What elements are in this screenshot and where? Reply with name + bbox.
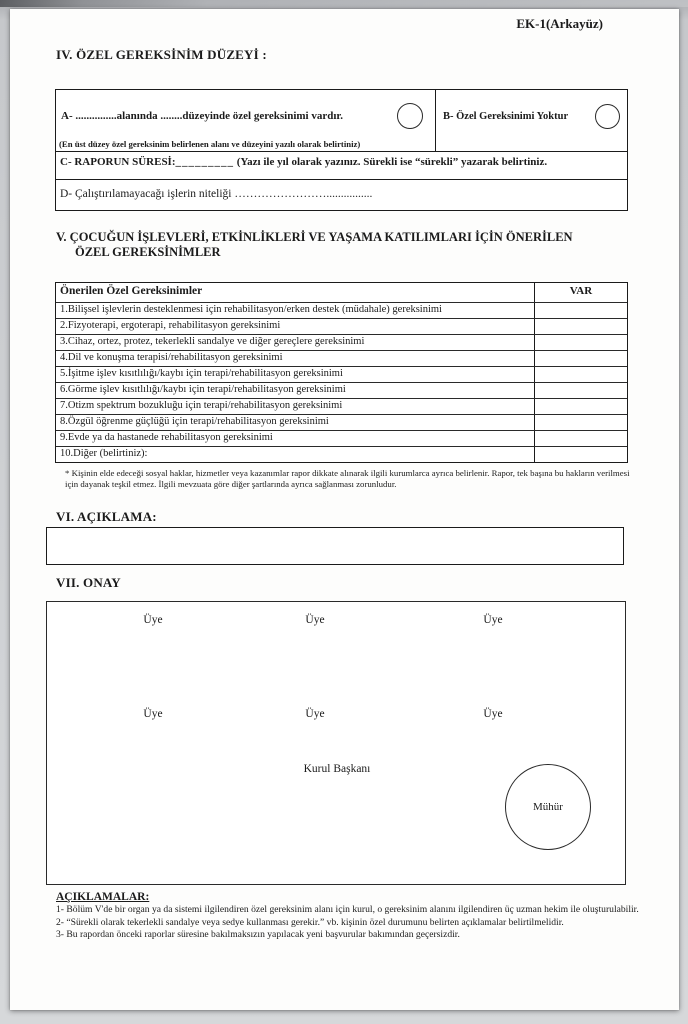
report-duration-row [56,151,627,179]
section5-title [56,230,573,260]
table-row [56,430,627,446]
table-row [56,398,627,414]
section5-title-line2: ÖZEL GEREKSİNİMLER [75,245,221,259]
option-b-circle[interactable] [595,104,620,129]
option-a-circle[interactable] [397,103,423,129]
member-signature-label: Üye [305,614,325,626]
restricted-jobs-row [56,179,627,210]
needs-col-header: Önerilen Özel Gereksinimler [56,283,535,302]
explanation-item: 1- Bölüm V'de bir organ ya da sistemi ilgilendiren özel gereksinim alanı için kurul, o gereksinim alanını ilgilendiren üç uzman hekim ile oluşturulabilir. [56,904,639,915]
table-row [56,446,627,462]
document-page [10,9,679,1010]
var-cell[interactable] [535,351,627,366]
table-row [56,382,627,398]
var-col-header: VAR [569,285,593,297]
seal-label: Mühür [533,801,563,813]
option-b-cell [436,90,627,151]
chairman-signature-label: Kurul Başkanı [303,763,371,775]
var-cell[interactable] [535,367,627,382]
table-row [56,366,627,382]
option-a-label: A- ...............alanında ........düzeyinde özel gereksinimi vardır. [61,110,344,122]
member-signature-label: Üye [143,614,163,626]
section4-title: IV. ÖZEL GEREKSİNİM DÜZEYİ : [56,47,267,62]
explanation-item: 2- “Sürekli olarak tekerlekli sandalye veya sedye kullanması gerekir.” vb. kişinin özel durumunu belirten açıklamalar belirtilmelidir. [56,916,564,928]
section6-title: VI. AÇIKLAMA: [56,509,157,524]
table-row [56,302,627,318]
table-row [56,318,627,334]
var-cell[interactable] [535,335,627,350]
var-cell[interactable] [535,415,627,430]
explanations-section [56,891,644,942]
need-label: 3.Cihaz, ortez, protez, tekerlekli sandalye ve diğer gereçlere gereksinimi [56,335,535,350]
member-signature-label: Üye [483,614,503,626]
table-row [56,414,627,430]
need-label: 7.Otizm spektrum bozukluğu için terapi/rehabilitasyon gereksinimi [56,399,535,414]
table-row [56,350,627,366]
approval-box [46,601,626,885]
var-cell[interactable] [535,383,627,398]
report-duration-blank[interactable]: _________ [175,156,235,168]
member-signature-label: Üye [143,708,163,720]
need-label: 5.İşitme işlev kısıtlılığı/kaybı için terapi/rehabilitasyon gereksinimi [56,367,535,382]
var-cell[interactable] [535,319,627,334]
section5-title-line1: V. ÇOCUĞUN İŞLEVLERİ, ETKİNLİKLERİ VE YAŞAMA KATILIMLARI İÇİN ÖNERİLEN [56,230,573,244]
needs-table-header [56,283,627,302]
section7-title: VII. ONAY [56,575,121,590]
need-label: 1.Bilişsel işlevlerin desteklenmesi için rehabilitasyon/erken destek (müdahale) gereksinimi [56,303,535,318]
option-row [56,90,627,151]
need-label: 9.Evde ya da hastanede rehabilitasyon gereksinimi [56,431,535,446]
form-code: EK-1(Arkayüz) [516,16,603,31]
option-a-note: (En üst düzey özel gereksinim belirlenen alanı ve düzeyini yazılı olarak belirtiniz) [59,139,361,149]
need-label: 8.Özgül öğrenme güçlüğü için terapi/rehabilitasyon gereksinimi [56,415,535,430]
var-cell[interactable] [535,447,627,462]
need-label: 10.Diğer (belirtiniz): [56,447,535,462]
explanation-item: 3- Bu rapordan önceki raporlar süresine bakılmaksızın yapılacak yeni başvurular bakımından geçersizdir. [56,929,460,941]
scan-edge-artifact [0,0,688,7]
need-label: 2.Fizyoterapi, ergoterapi, rehabilitasyon gereksinimi [56,319,535,334]
member-signature-label: Üye [305,708,325,720]
table-row [56,334,627,350]
needs-table-footnote: * Kişinin elde edeceği sosyal haklar, hizmetler veya kazanımlar rapor dikkate alınarak ilgili kurumlarca ayrıca belirlenir. Rapor, tek başına bu hakların verilmesi için dayanak teşkil etmez. İlgili mevzuata göre diğer şartlarında ayrıca sağlanması zorunludur. [65,468,630,490]
report-duration-hint: (Yazı ile yıl olarak yazınız. Sürekli ise “sürekli” yazarak belirtiniz. [234,156,548,168]
needs-table [55,282,628,463]
section4-table [55,89,628,211]
var-cell[interactable] [535,303,627,318]
restricted-jobs-label: D- Çalıştırılamayacağı işlerin niteliği ……………………................ [60,188,373,200]
report-duration-label: C- RAPORUN SÜRESİ: [60,156,176,168]
option-b-label: B- Özel Gereksinimi Yoktur [443,111,569,122]
option-a-cell [56,90,436,151]
need-label: 6.Görme işlev kısıtlılığı/kaybı için terapi/rehabilitasyon gereksinimi [56,383,535,398]
seal-circle [505,764,591,850]
aciklama-input-box[interactable] [46,527,624,565]
explanations-title: AÇIKLAMALAR: [56,891,150,903]
need-label: 4.Dil ve konuşma terapisi/rehabilitasyon gereksinimi [56,351,535,366]
var-cell[interactable] [535,431,627,446]
member-signature-label: Üye [483,708,503,720]
var-cell[interactable] [535,399,627,414]
